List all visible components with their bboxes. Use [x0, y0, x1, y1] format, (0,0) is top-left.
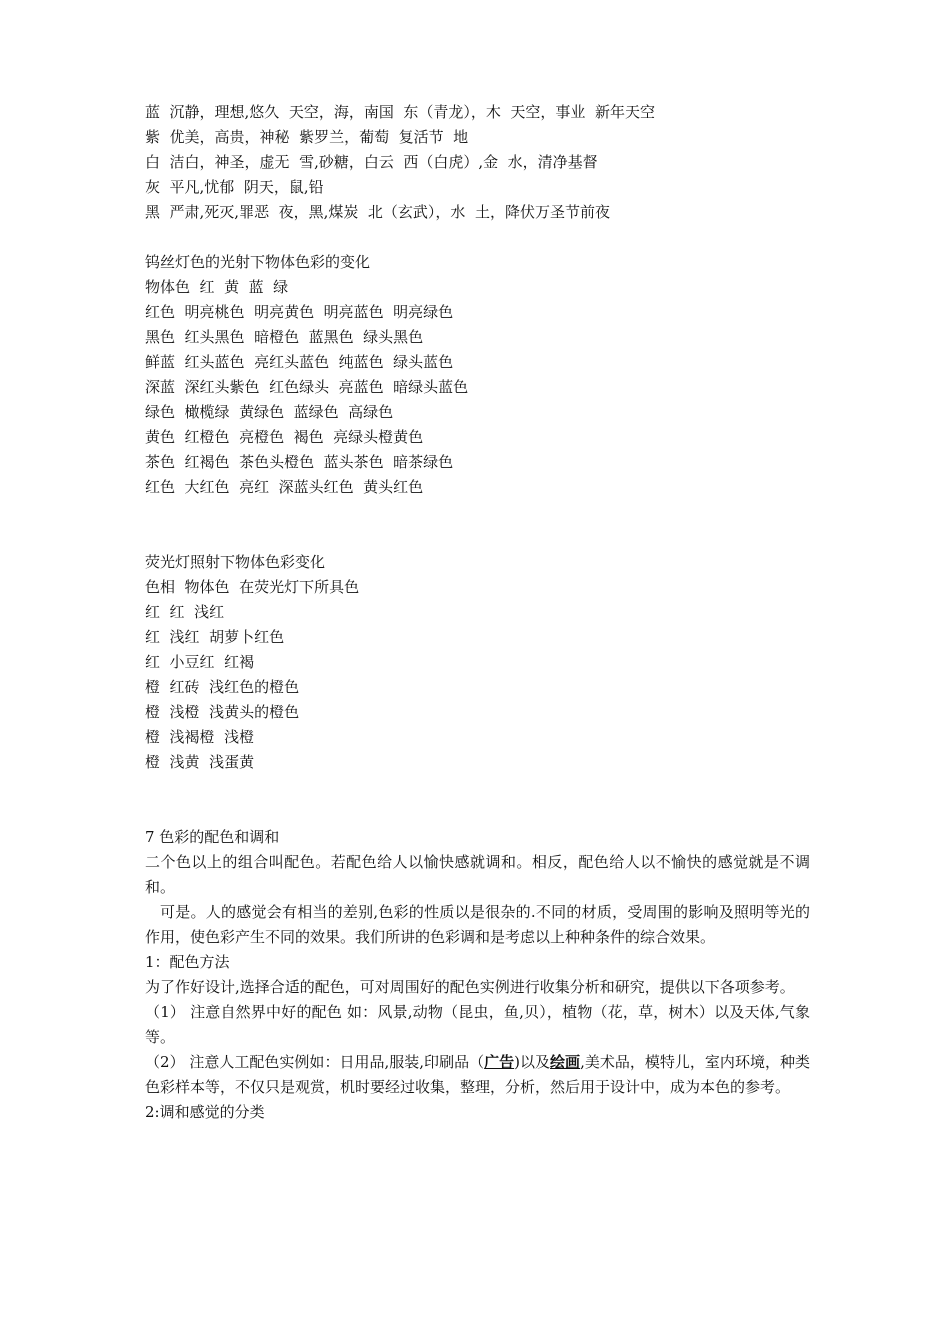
- spacer: [145, 500, 810, 550]
- symbolism-row-purple: 紫 优美，高贵，神秘 紫罗兰，葡萄 复活节 地: [145, 128, 469, 146]
- symbolism-row-blue: 蓝 沉静，理想,悠久 天空，海，南国 东（青龙），木 天空，事业 新年天空: [145, 103, 655, 121]
- fluorescent-section: [145, 550, 810, 775]
- tungsten-row: 黄色 红橙色 亮橙色 褐色 亮绿头橙黄色: [145, 428, 424, 446]
- list-item-text: （2） 注意人工配色实例如：日用品,服装,印刷品（: [145, 1053, 485, 1071]
- tungsten-header-row: 物体色 红 黄 蓝 绿: [145, 278, 289, 296]
- symbolism-row-gray: 灰 平凡,忧郁 阴天，鼠,铅: [145, 178, 324, 196]
- tungsten-row: 红色 明亮桃色 明亮黄色 明亮蓝色 明亮绿色: [145, 303, 454, 321]
- spacer: [145, 225, 810, 250]
- list-item-artificial: [145, 1050, 810, 1100]
- fluorescent-row: 红 浅红 胡萝卜红色: [145, 628, 285, 646]
- symbolism-row-white: 白 洁白，神圣，虚无 雪,砂糖，白云 西（白虎）,金 水，清净基督: [145, 153, 598, 171]
- fluorescent-row: 橙 浅橙 浅黄头的橙色: [145, 703, 300, 721]
- fluorescent-header-row: 色相 物体色 在荧光灯下所具色: [145, 578, 360, 596]
- subheading-harmony: 2:调和感觉的分类: [145, 1103, 265, 1121]
- fluorescent-row: 橙 红砖 浅红色的橙色: [145, 678, 300, 696]
- subheading-method: 1：配色方法: [145, 953, 230, 971]
- section-title: 7 色彩的配色和调和: [145, 828, 280, 846]
- color-symbolism-list: [145, 100, 810, 225]
- document-body: [145, 100, 810, 1125]
- fluorescent-row: 橙 浅黄 浅蛋黄: [145, 753, 255, 771]
- tungsten-section: [145, 250, 810, 500]
- fluorescent-row: 红 小豆红 红褐: [145, 653, 255, 671]
- tungsten-row: 绿色 橄榄绿 黄绿色 蓝绿色 高绿色: [145, 403, 394, 421]
- tungsten-row: 黑色 红头黑色 暗橙色 蓝黑色 绿头黑色: [145, 328, 424, 346]
- fluorescent-row: 红 红 浅红: [145, 603, 225, 621]
- tungsten-row: 鲜蓝 红头蓝色 亮红头蓝色 纯蓝色 绿头蓝色: [145, 353, 454, 371]
- fluorescent-row: 橙 浅褐橙 浅橙: [145, 728, 255, 746]
- paragraph-perception: 可是。人的感觉会有相当的差别,色彩的性质以是很杂的.不同的材质，受周围的影响及照明等光的作用，使色彩产生不同的效果。我们所讲的色彩调和是考虑以上种种条件的综合效果。: [145, 903, 810, 946]
- list-item-text: )以及: [514, 1053, 551, 1071]
- spacer: [145, 775, 810, 825]
- section-7: [145, 825, 810, 1125]
- symbolism-row-black: 黑 严肃,死灭,罪恶 夜，黑,煤炭 北（玄武），水 土，降伏万圣节前夜: [145, 203, 610, 221]
- list-item-nature: （1） 注意自然界中好的配色 如：风景,动物（昆虫，鱼,贝），植物（花，草，树木）以及天体,气象等。: [145, 1003, 810, 1046]
- paragraph-reference: 为了作好设计,选择合适的配色，可对周围好的配色实例进行收集分析和研究，提供以下各项参考。: [145, 978, 795, 996]
- tungsten-title: 钨丝灯色的光射下物体色彩的变化: [145, 253, 371, 271]
- list-item-text: ,美术品，模特儿，室内环境，种类色彩样本等，不仅只是观赏，机时要经过收集，整理，分析，然后用于设计中，成为本色的参考。: [145, 1053, 810, 1096]
- paragraph-definition: 二个色以上的组合叫配色。若配色给人以愉快感就调和。相反，配色给人以不愉快的感觉就是不调和。: [145, 853, 810, 896]
- tungsten-row: 深蓝 深红头紫色 红色绿头 亮蓝色 暗绿头蓝色: [145, 378, 469, 396]
- painting-link[interactable]: 绘画: [550, 1053, 581, 1071]
- tungsten-row: 茶色 红褐色 茶色头橙色 蓝头茶色 暗茶绿色: [145, 453, 454, 471]
- fluorescent-title: 荧光灯照射下物体色彩变化: [145, 553, 326, 571]
- tungsten-row: 红色 大红色 亮红 深蓝头红色 黄头红色: [145, 478, 424, 496]
- advertising-link[interactable]: 广告: [484, 1053, 515, 1071]
